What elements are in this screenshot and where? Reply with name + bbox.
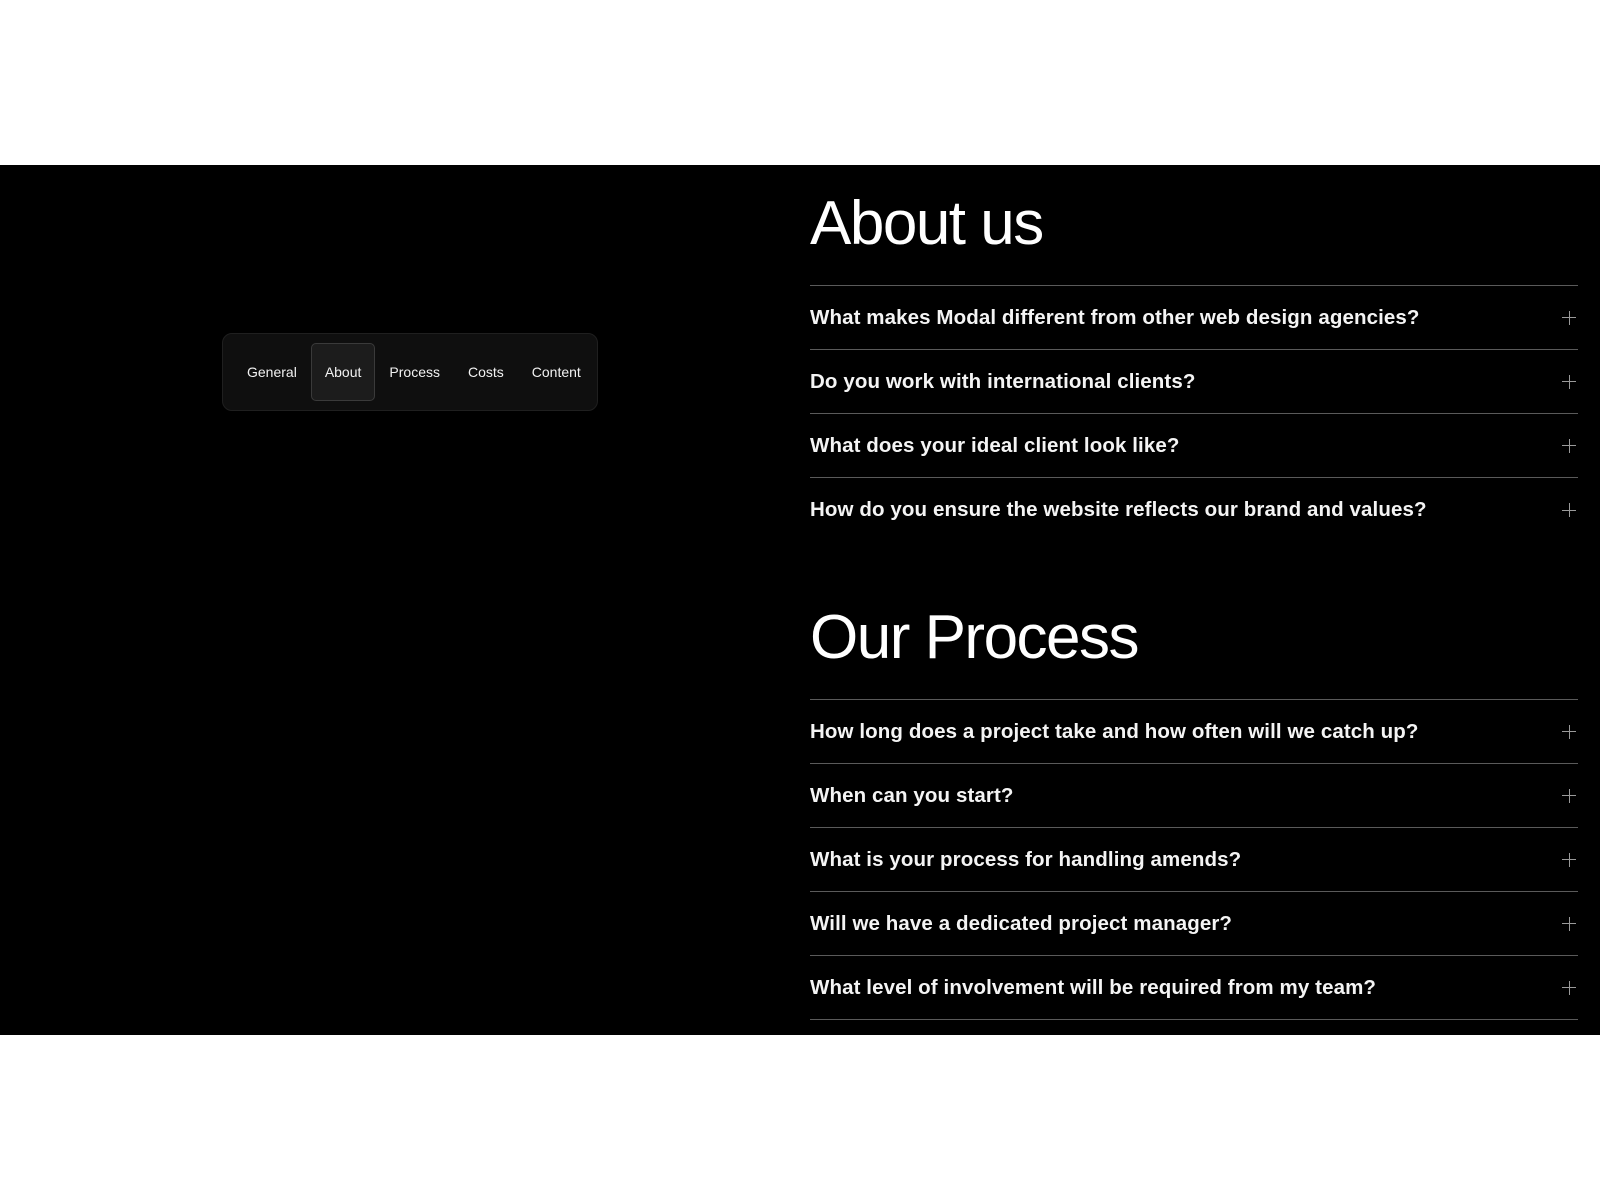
- section-title-about: About us: [810, 189, 1043, 258]
- faq-question: How long does a project take and how often will we catch up?: [810, 719, 1419, 743]
- faq-question: Will we have a dedicated project manager?: [810, 911, 1233, 935]
- faq-item[interactable]: [810, 764, 1578, 828]
- faq-item[interactable]: [810, 956, 1578, 1020]
- about-section: [810, 189, 1578, 542]
- plus-icon[interactable]: [1562, 503, 1576, 517]
- plus-icon[interactable]: [1562, 981, 1576, 995]
- plus-icon[interactable]: [1562, 375, 1576, 389]
- plus-icon[interactable]: [1562, 853, 1576, 867]
- faq-item[interactable]: [810, 700, 1578, 764]
- faq-item[interactable]: [810, 892, 1578, 956]
- faq-question: What makes Modal different from other web design agencies?: [810, 305, 1420, 329]
- faq-question: When can you start?: [810, 783, 1014, 807]
- faq-item[interactable]: [810, 350, 1578, 414]
- tab-content[interactable]: Content: [531, 364, 581, 380]
- tab-process[interactable]: Process: [389, 364, 440, 380]
- faq-item[interactable]: [810, 414, 1578, 478]
- tab-about[interactable]: About: [311, 343, 376, 401]
- tab-general[interactable]: General: [247, 364, 297, 380]
- section-title-process: Our Process: [810, 603, 1139, 672]
- faq-section: [0, 165, 1600, 1035]
- plus-icon[interactable]: [1562, 917, 1576, 931]
- process-section: [810, 603, 1578, 1020]
- faq-category-tabs: [222, 333, 598, 411]
- faq-question: Do you work with international clients?: [810, 369, 1196, 393]
- faq-item[interactable]: [810, 478, 1578, 542]
- faq-question: What is your process for handling amends?: [810, 847, 1242, 871]
- faq-item[interactable]: [810, 828, 1578, 892]
- faq-question: What does your ideal client look like?: [810, 433, 1180, 457]
- faq-item[interactable]: [810, 286, 1578, 350]
- plus-icon[interactable]: [1562, 311, 1576, 325]
- tab-costs[interactable]: Costs: [467, 364, 504, 380]
- plus-icon[interactable]: [1562, 789, 1576, 803]
- faq-question: How do you ensure the website reflects our brand and values?: [810, 498, 1427, 521]
- about-faq-list: [810, 285, 1578, 542]
- faq-question: What level of involvement will be required from my team?: [810, 975, 1377, 999]
- plus-icon[interactable]: [1562, 439, 1576, 453]
- plus-icon[interactable]: [1562, 725, 1576, 739]
- process-faq-list: [810, 699, 1578, 1020]
